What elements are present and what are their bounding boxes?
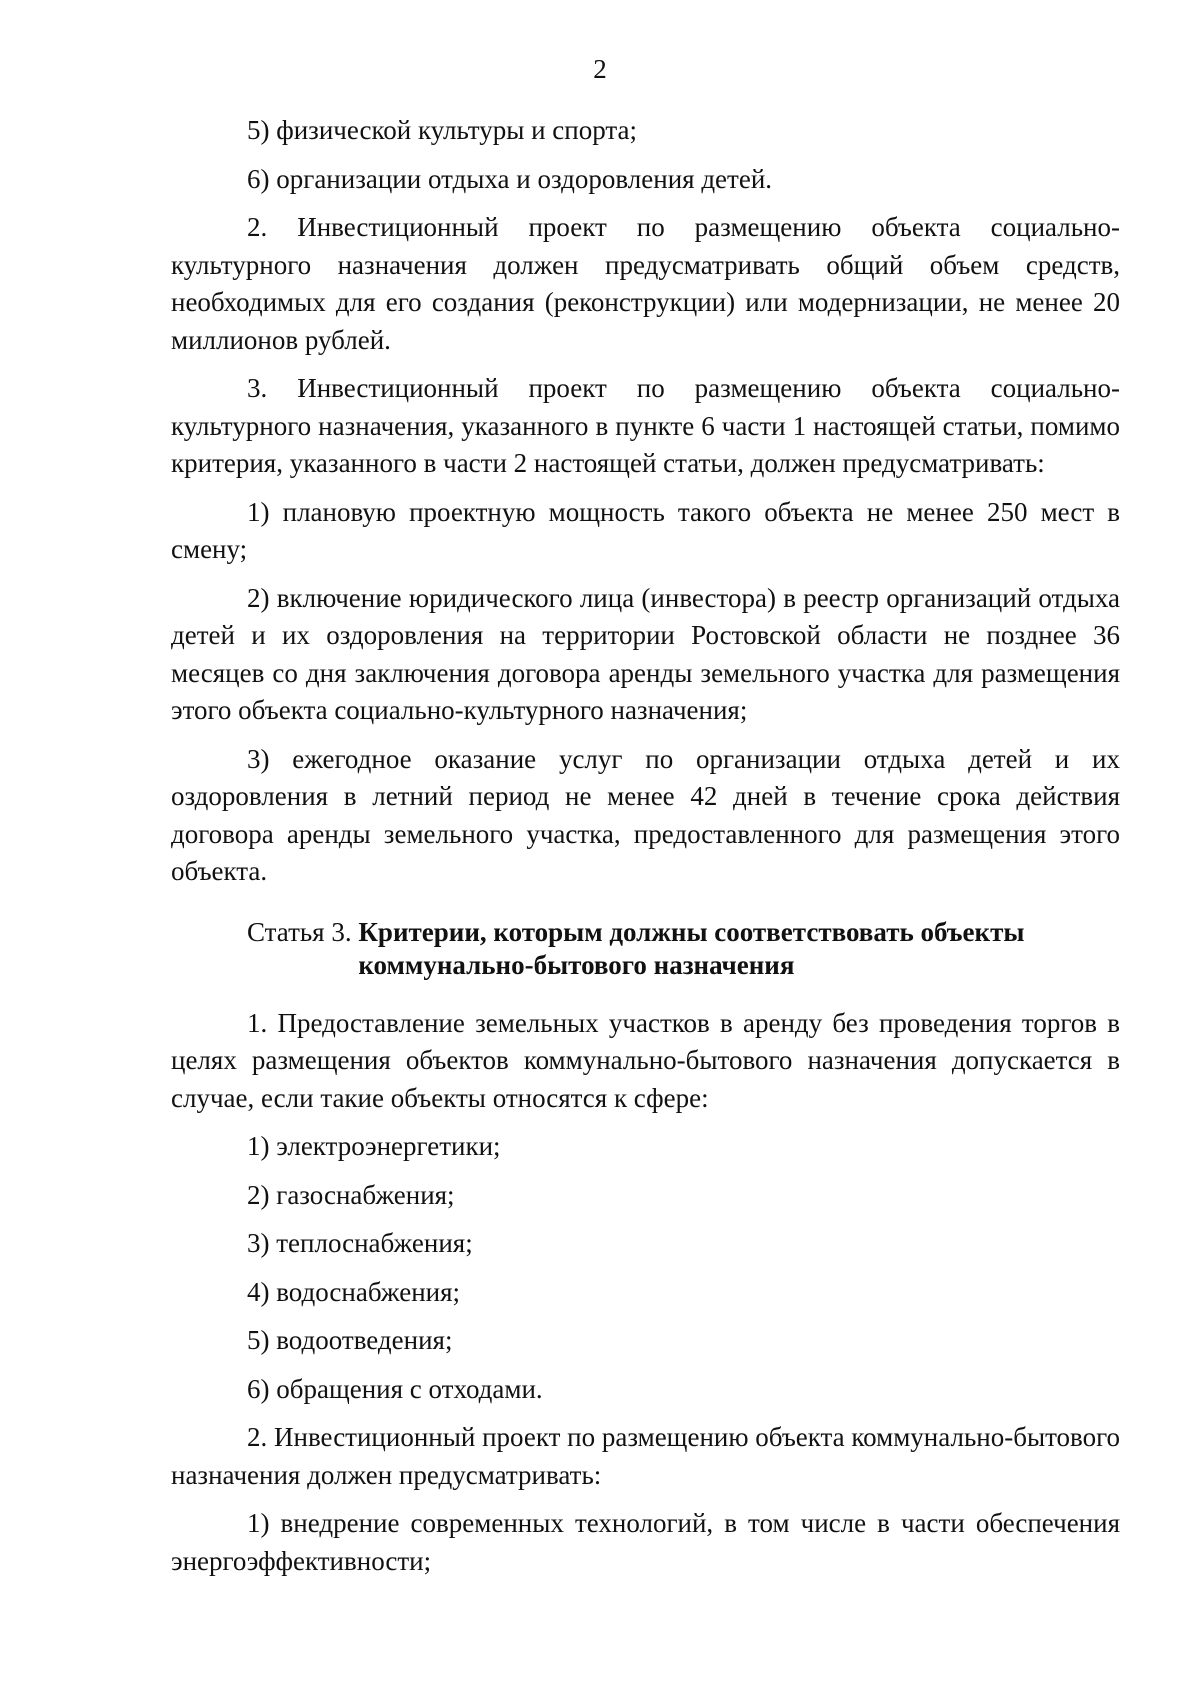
criterion-annual-services: 3) ежегодное оказание услуг по организации отдыха детей и их оздоровления в летний период не менее 42 дней в течение срока действия договора аренды земельного участка, предоставленного для размещения этого объекта. [171, 743, 1120, 886]
list-item-waste: 6) обращения с отходами. [247, 1373, 543, 1404]
list-item-electricity: 1) электроэнергетики; [247, 1131, 501, 1161]
article-label: Статья 3. [247, 916, 359, 947]
paragraph-utility-project: 2. Инвестиционный проект по размещению объекта коммунально-бытового назначения должен предусматривать: [171, 1422, 1120, 1490]
criterion-registry: 2) включение юридического лица (инвестора) в реестр организаций отдыха детей и их оздоровления на территории Ростовской области не позднее 36 месяцев со дня заключения договора аренды земельного участка для размещения этого объекта социально-культурного назначения; [171, 582, 1120, 725]
page-number: 2 [593, 54, 607, 84]
list-item-water: 4) водоснабжения; [247, 1276, 461, 1307]
article-title: Критерии, которым должны соответствовать объекты коммунально-бытового назначения [358, 916, 1025, 980]
paragraph-investment-volume: 2. Инвестиционный проект по размещению объекта социально-культурного назначения должен предусматривать общий объем средств, необходимых для его создания (реконструкции) или модернизации, не менее 20 миллионов рублей. [171, 212, 1120, 355]
list-item-sport: 5) физической культуры и спорта; [247, 115, 637, 145]
criterion-capacity: 1) плановую проектную мощность такого объекта не менее 250 мест в смену; [171, 496, 1120, 564]
article-heading [247, 916, 1120, 982]
paragraph-lease-without-auction: 1. Предоставление земельных участков в аренду без проведения торгов в целях размещения объектов коммунально-бытового назначения допускается в случае, если такие объекты относятся к сфере: [171, 1007, 1120, 1113]
list-item-children-rest: 6) организации отдыха и оздоровления детей. [247, 163, 773, 194]
document-body [171, 112, 1120, 1591]
list-item-heat: 3) теплоснабжения; [247, 1228, 473, 1258]
criterion-modern-technologies: 1) внедрение современных технологий, в том числе в части обеспечения энергоэффективности; [171, 1508, 1120, 1576]
list-item-gas: 2) газоснабжения; [247, 1179, 455, 1210]
paragraph-additional-criteria: 3. Инвестиционный проект по размещению объекта социально-культурного назначения, указанного в пункте 6 части 1 настоящей статьи, помимо критерия, указанного в части 2 настоящей статьи, должен предусматривать: [171, 373, 1120, 478]
list-item-sewage: 5) водоотведения; [247, 1325, 453, 1355]
